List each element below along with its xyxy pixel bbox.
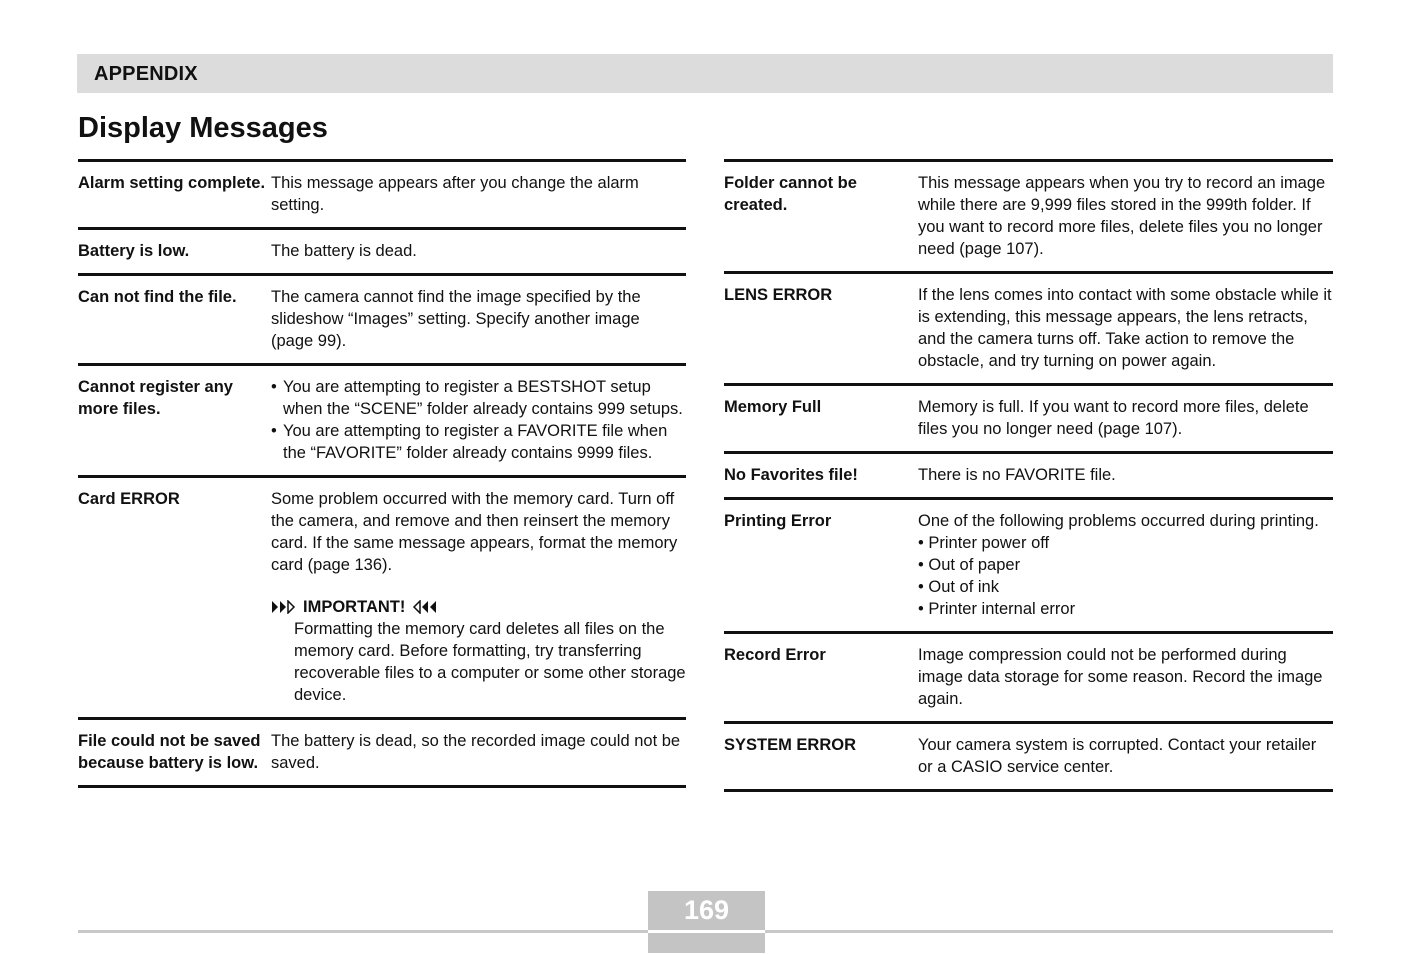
message-row <box>724 271 1333 383</box>
bullet-item <box>271 376 686 420</box>
message-row <box>724 383 1333 451</box>
message-row <box>78 717 686 788</box>
important-label: IMPORTANT! <box>303 598 406 616</box>
message-term: Folder cannot be created. <box>724 174 857 214</box>
message-row <box>78 273 686 363</box>
message-row <box>78 475 686 717</box>
message-row <box>724 451 1333 497</box>
messages-table-right <box>724 159 1333 792</box>
message-row <box>78 227 686 273</box>
message-term: No Favorites file! <box>724 466 858 484</box>
important-text: Formatting the memory card deletes all files on the memory card. Before formatting, try transferring recoverable files to a computer or some other storage device. <box>294 620 686 704</box>
bullet-dot: • <box>271 422 277 440</box>
message-description: Memory is full. If you want to record more files, delete files you no longer need (page 107). <box>918 398 1309 438</box>
message-row <box>78 363 686 475</box>
section-header-bar <box>77 54 1333 93</box>
message-row <box>78 159 686 227</box>
page-number-divider <box>648 930 765 933</box>
list-item: • Out of ink <box>918 578 999 596</box>
important-left-icon <box>271 600 297 614</box>
message-row <box>724 631 1333 721</box>
message-description: Your camera system is corrupted. Contact your retailer or a CASIO service center. <box>918 736 1317 776</box>
bullet-text: You are attempting to register a BESTSHOT setup when the “SCENE” folder already contains 999 setups. <box>283 378 683 418</box>
message-term: Printing Error <box>724 512 832 530</box>
section-label: APPENDIX <box>94 63 198 85</box>
message-term: Memory Full <box>724 398 822 416</box>
message-row <box>724 497 1333 631</box>
page-title: Display Messages <box>78 112 328 144</box>
message-term: Record Error <box>724 646 826 664</box>
message-term: Battery is low. <box>78 242 190 260</box>
message-description <box>918 510 1333 620</box>
bullet-text: You are attempting to register a FAVORITE file when the “FAVORITE” folder already contains 9999 files. <box>283 422 668 462</box>
important-heading <box>271 596 686 618</box>
message-description-text: One of the following problems occurred during printing. <box>918 512 1319 530</box>
list-item: • Printer power off <box>918 534 1050 552</box>
message-description <box>271 376 686 464</box>
message-term: SYSTEM ERROR <box>724 736 857 754</box>
list-item: • Out of paper <box>918 556 1021 574</box>
message-description: The battery is dead, so the recorded image could not be saved. <box>271 732 681 772</box>
page-number: 169 <box>683 895 730 925</box>
bullet-item <box>271 420 686 464</box>
bullet-dot: • <box>271 378 277 396</box>
message-description: This message appears when you try to record an image while there are 9,999 files stored in the 999th folder. If you want to record more files, delete files you no longer need (page 107). <box>918 174 1326 258</box>
important-note <box>271 596 686 706</box>
message-row <box>724 159 1333 271</box>
message-term: LENS ERROR <box>724 286 833 304</box>
important-right-icon <box>411 600 437 614</box>
message-description: This message appears after you change the alarm setting. <box>271 174 639 214</box>
page-number-box <box>648 891 765 953</box>
message-description: The camera cannot find the image specified by the slideshow “Images” setting. Specify another image (page 99). <box>271 288 641 350</box>
message-description: There is no FAVORITE file. <box>918 466 1116 484</box>
message-term: Card ERROR <box>78 490 180 508</box>
message-description-text: Some problem occurred with the memory card. Turn off the camera, and remove and then reinsert the memory card. If the same message appears, format the memory card (page 136). <box>271 490 678 574</box>
message-row <box>724 721 1333 792</box>
list-item: • Printer internal error <box>918 600 1076 618</box>
message-term: Alarm setting complete. <box>78 174 266 192</box>
message-description: Image compression could not be performed during image data storage for some reason. Record the image again. <box>918 646 1323 708</box>
message-description <box>271 488 686 706</box>
message-term: Can not find the file. <box>78 288 237 306</box>
messages-table-left <box>78 159 686 788</box>
message-term: File could not be saved because battery is low. <box>78 732 261 772</box>
message-description: If the lens comes into contact with some obstacle while it is extending, this message appears, the lens retracts, and the camera turns off. Take action to remove the obstacle, and try turning on power again. <box>918 286 1332 370</box>
message-description: The battery is dead. <box>271 242 417 260</box>
message-term: Cannot register any more files. <box>78 378 233 418</box>
